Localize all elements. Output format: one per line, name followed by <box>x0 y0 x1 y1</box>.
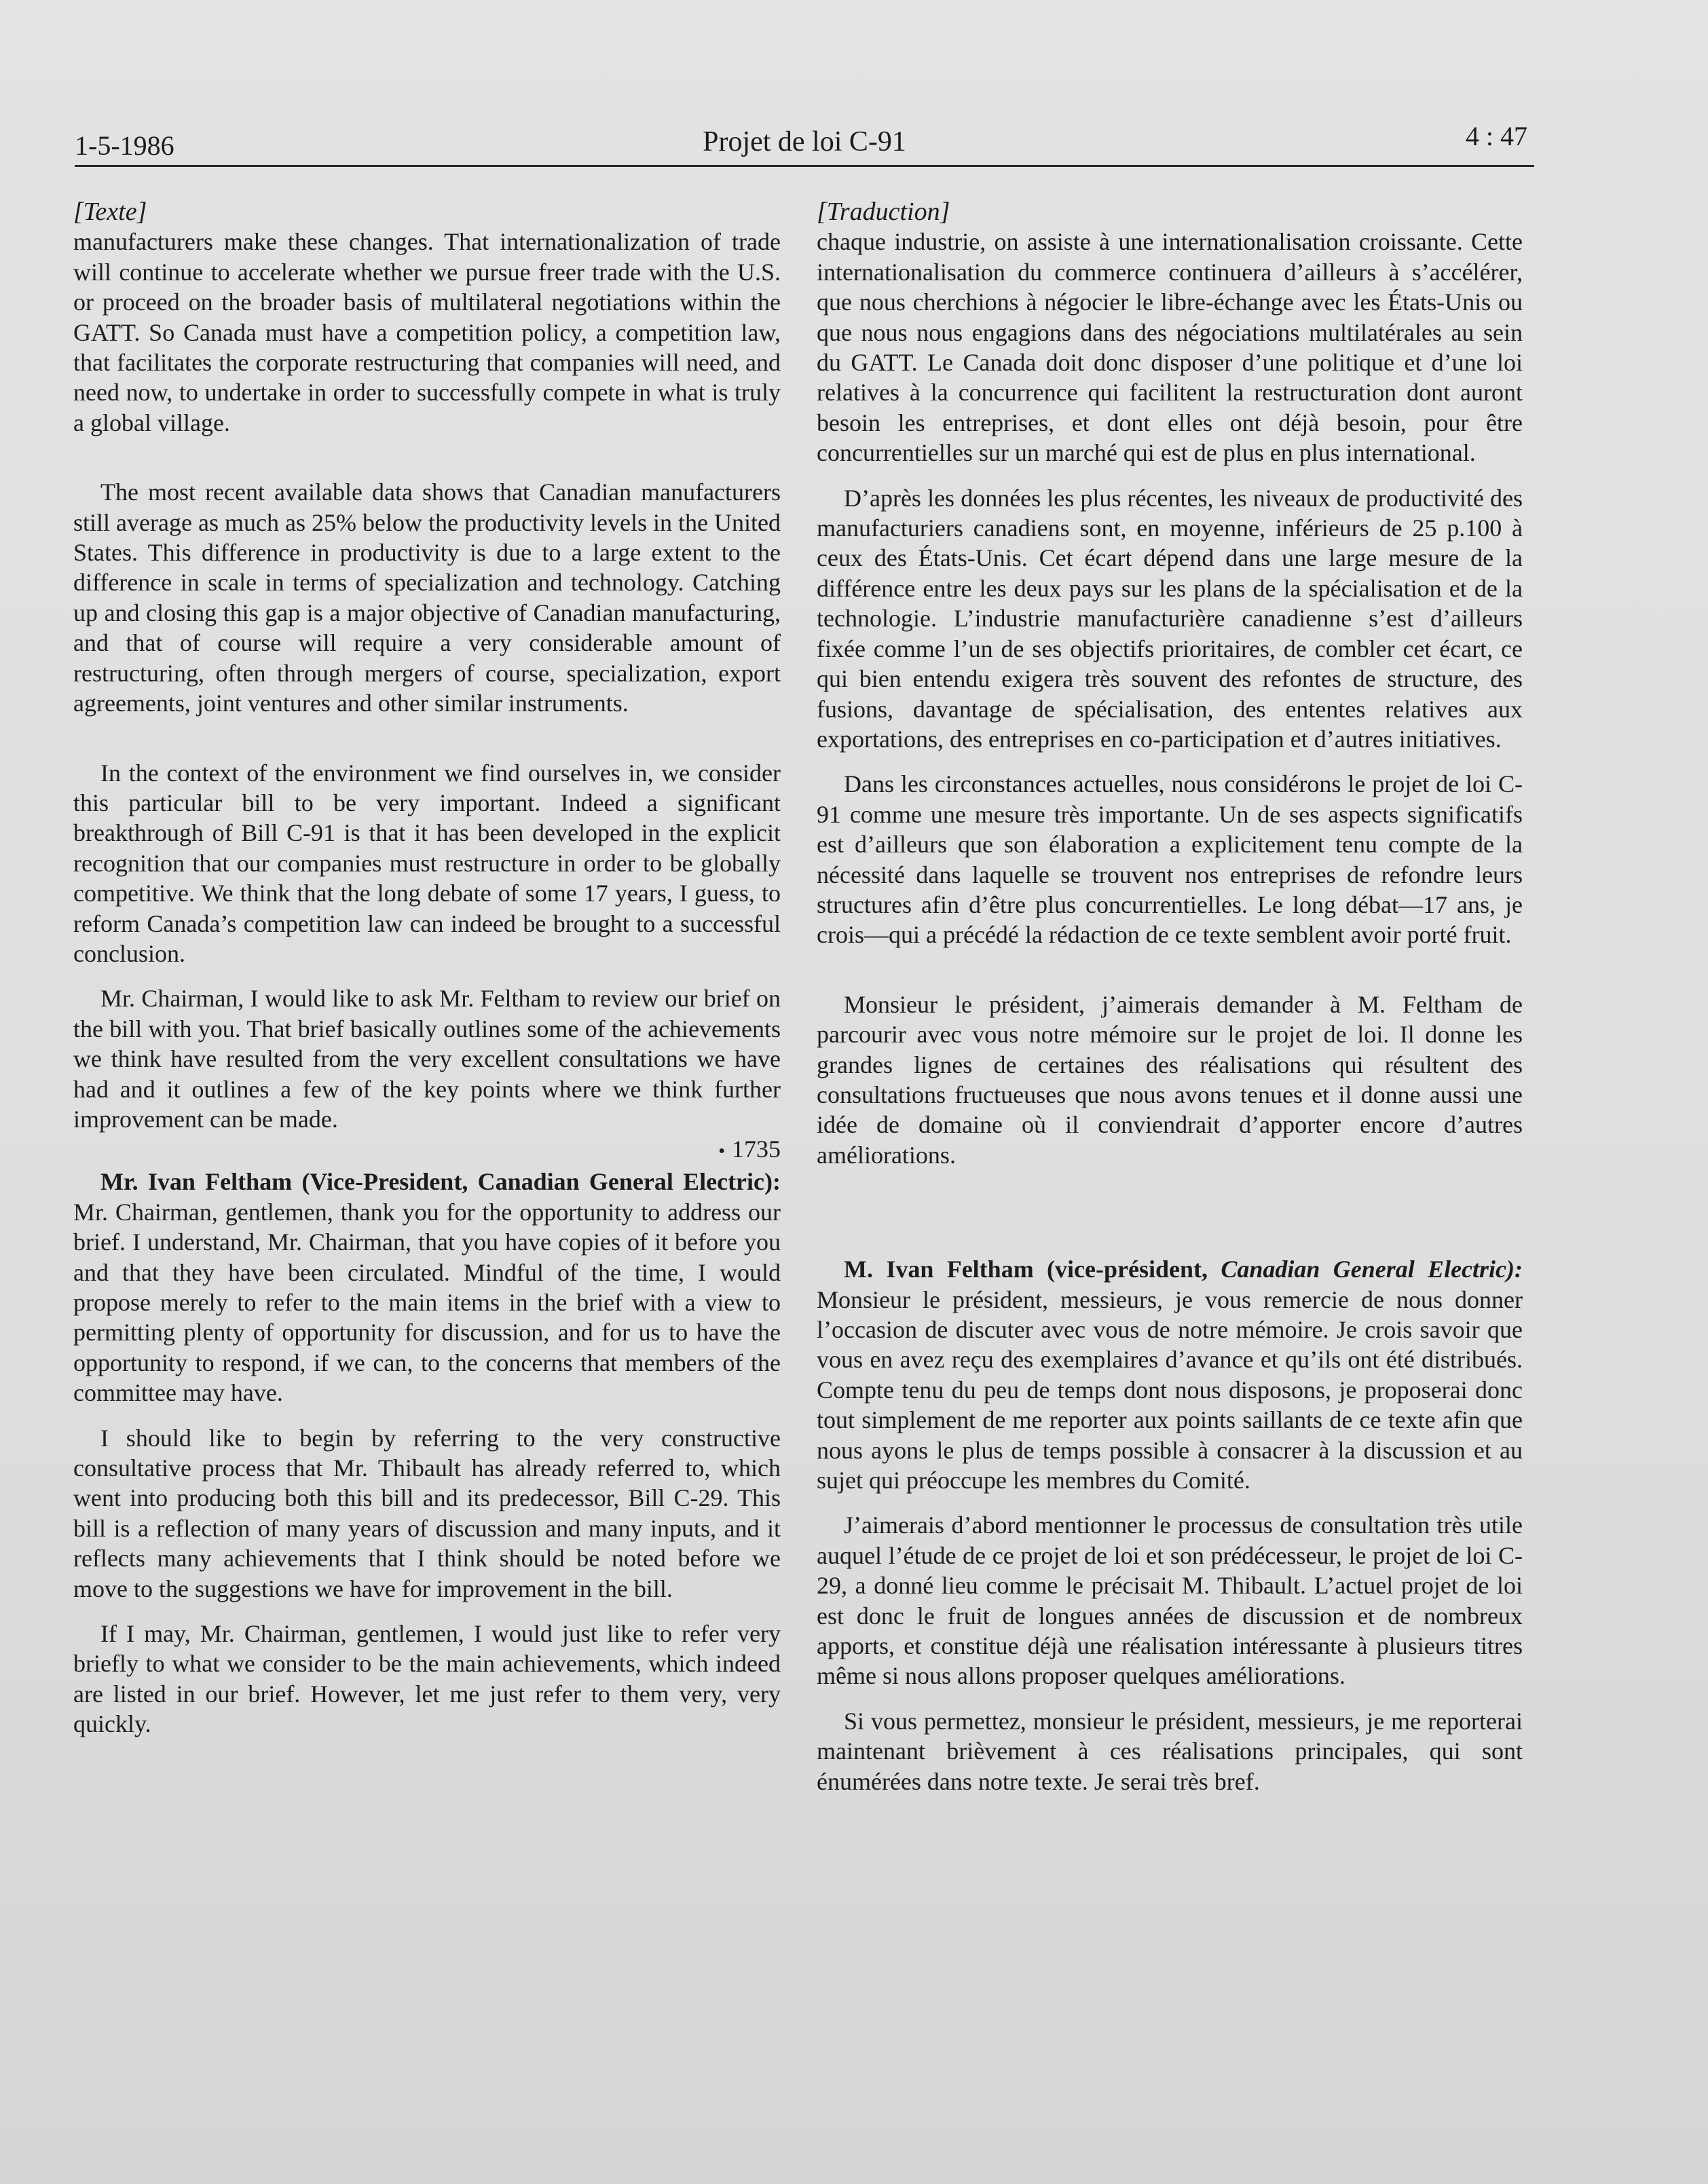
paragraph: If I may, Mr. Chairman, gentlemen, I would just like to refer very briefly to what we consider to be the main achievements, which indeed are listed in our brief. However, let me just refer to them very, very quickly. <box>73 1620 781 1738</box>
paragraph: manufacturers make these changes. That internationalization of trade will continue to accelerate whether we pursue freer trade with the U.S. or proceed on the broader basis of multilateral negotiations within the GATT. So Canada must have a competition policy, a competition law, that facilitates the corporate restructuring that companies will need, and need now, to undertake in order to successfully compete in what is truly a global village. <box>73 228 781 436</box>
paragraph: J’aimerais d’abord mentionner le processus de consultation très utile auquel l’étude de ce projet de loi et son prédécesseur, le projet de loi C-29, a donné lieu comme le précisait M. Thibault. L’actuel projet de loi est donc le fruit de longues années de discussion et de nombreux apports, et constitue déjà une réalisation intéressante à plusieurs titres même si nous allons proposer quelques améliorations. <box>817 1511 1523 1690</box>
time-marker-value: 1735 <box>732 1135 781 1163</box>
column-label-french: [Traduction] <box>817 197 950 226</box>
french-column <box>817 197 1523 1796</box>
paragraph-text: Monsieur le président, messieurs, je vous remercie de nous donner l’occasion de discuter avec vous de notre mémoire. Je crois savoir que vous en avez reçu des exemplaires d’avance et qu’ils ont été distribués. Compte tenu du peu de temps dont nous disposons, je proposerai donc tout simplement de me reporter aux points saillants de ce texte afin que nous ayons le plus de temps possible à consacrer à la discussion et au sujet qui préoccupe les membres du Comité. <box>817 1285 1523 1494</box>
speaker-affiliation: Canadian General Electric): <box>1221 1256 1523 1283</box>
time-marker <box>73 1134 781 1167</box>
paragraph: chaque industrie, on assiste à une internationalisation croissante. Cette internationalisation du commerce continuera d’ailleurs à s’accélérer, que nous cherchions à négocier le libre-échange avec les États-Unis ou que nous nous engagions dans des négociations multilatérales au sein du GATT. Le Canada doit donc disposer d’une politique et d’une loi relatives à la concurrence qui facilitent la restructuration dont auront besoin les entreprises, et dont elles ont déjà besoin, pour être concurrentielles sur un marché qui est de plus en plus international. <box>817 228 1523 467</box>
paragraph: Mr. Chairman, I would like to ask Mr. Feltham to review our brief on the bill with you. That brief basically outlines some of the achievements we think have resulted from the very excellent consultations we have had and it outlines a few of the key points where we think further improvement can be made. <box>73 985 781 1133</box>
speaker-name: Mr. Ivan Feltham (Vice-President, Canadian General Electric): <box>100 1168 781 1196</box>
english-column <box>73 197 781 1739</box>
paragraph: Monsieur le président, j’aimerais demander à M. Feltham de parcourir avec vous notre mémoire sur le projet de loi. Il donne les grandes lignes de certaines des réalisations qui résultent des consultations fructueuses que nous avons tenues et il donne aussi une idée de domaine où il conviendrait d’apporter encore d’autres améliorations. <box>817 990 1523 1169</box>
bullet-icon: • <box>718 1140 725 1162</box>
header-title: Projet de loi C-91 <box>703 126 906 157</box>
paragraph: Si vous permettez, monsieur le président, messieurs, je me reporterai maintenant brièvement à ces réalisations principales, qui sont énumérées dans notre texte. Je serai très bref. <box>817 1707 1523 1795</box>
paragraph <box>817 1254 1523 1495</box>
paragraph: I should like to begin by referring to the very constructive consultative process that Mr. Thibault has already referred to, which went into producing both this bill and its predecessor, Bill C-29. This bill is a reflection of many years of discussion and many inputs, and it reflects many achievements that I think should be noted before we move to the suggestions we have for improvement in the bill. <box>73 1424 781 1602</box>
paragraph: The most recent available data shows that Canadian manufacturers still average as much as 25% below the productivity levels in the United States. This difference in productivity is due to a large extent to the difference in scale in terms of specialization and technology. Catching up and closing this gap is a major objective of Canadian manufacturing, and that of course will require a very considerable amount of restructuring, often through mergers of course, specialization, export agreements, joint ventures and other similar instruments. <box>73 478 781 717</box>
paragraph: In the context of the environment we find ourselves in, we consider this particular bill to be very important. Indeed a significant breakthrough of Bill C-91 is that it has been developed in the explicit recognition that our companies must restructure in order to be globally competitive. We think that the long debate of some 17 years, I guess, to reform Canada’s competition law can indeed be brought to a successful conclusion. <box>73 759 781 967</box>
paragraph-text: Mr. Chairman, gentlemen, thank you for the opportunity to address our brief. I understand, Mr. Chairman, that you have copies of it before you and that they have been circulated. Mindful of the time, I would propose merely to refer to the main items in the brief with a view to permitting plenty of opportunity for discussion, and for us to have the opportunity to respond, if we can, to the concerns that members of the committee may have. <box>73 1198 781 1407</box>
paragraph: Dans les circonstances actuelles, nous considérons le projet de loi C-91 comme une mesure très importante. Un de ses aspects significatifs est d’ailleurs que son élaboration a explicitement tenu compte de la nécessité dans laquelle se trouvent nos entreprises de refondre leurs structures afin d’être plus concurrentielles. Le long débat—17 ans, je crois—qui a précédé la rédaction de ce texte semblent avoir porté fruit. <box>817 770 1523 949</box>
speaker-name: M. Ivan Feltham (vice-président, <box>844 1256 1221 1283</box>
header-date: 1-5-1986 <box>75 130 174 161</box>
paragraph: D’après les données les plus récentes, les niveaux de productivité des manufacturiers canadiens sont, en moyenne, inférieurs de 25 p.100 à ceux des États-Unis. Cet écart dépend dans une large mesure de la différence entre les deux pays sur les plans de la spécialisation et de la technologie. L’industrie manufacturière canadienne s’est d’ailleurs fixée comme l’un de ses objectifs prioritaires, de combler cet écart, ce qui bien entendu exigera très souvent des refontes de structure, des fusions, davantage de spécialisation, des ententes relatives aux exportations, des entreprises en co-participation et d’autres initiatives. <box>817 484 1523 753</box>
paragraph <box>73 1167 781 1408</box>
header-page-number: 4 : 47 <box>1465 121 1527 151</box>
column-label-english: [Texte] <box>73 197 147 226</box>
running-header <box>75 121 1534 167</box>
